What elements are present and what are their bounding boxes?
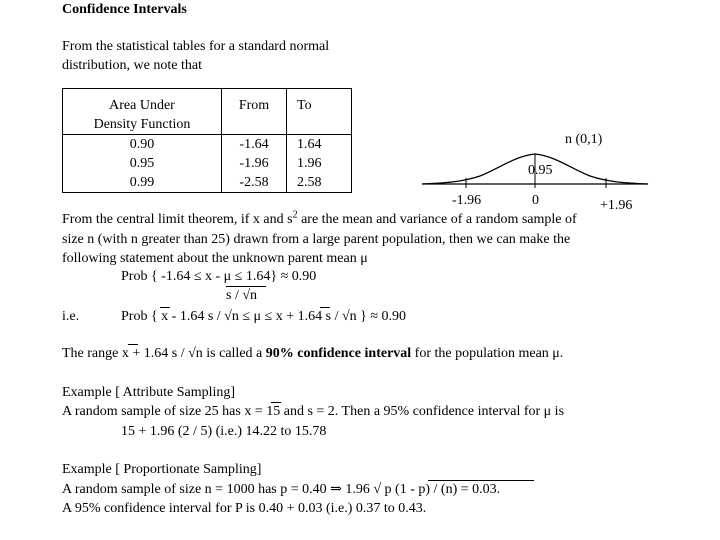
range-statement [62, 345, 563, 363]
critical-values-table [62, 88, 352, 193]
example-2-heading: Example [ Proportionate Sampling] [62, 462, 262, 477]
example-2-line-2: A 95% confidence interval for P is 0.40 + 0.03 (i.e.) 0.37 to 0.43. [62, 501, 427, 516]
header-from [222, 89, 287, 135]
clt-line-1 [62, 211, 577, 229]
sqrt-overline [428, 480, 534, 481]
area-value-3: 0.99 [129, 175, 155, 190]
header-area-line-2: Density Function [93, 117, 191, 132]
to-values [287, 135, 352, 193]
to-value-2: 1.96 [297, 156, 322, 171]
example-2-line-1: A random sample of size n = 1000 has p = 0.40 ⇒ 1.96 √ p (1 - p) / (n) = 0.03. [62, 482, 501, 497]
curve-label: n (0,1) [565, 132, 603, 147]
intro-line-2: distribution, we note that [62, 58, 202, 73]
curve-area-label: 0.95 [528, 163, 553, 178]
area-values [63, 135, 222, 193]
range-text-a: The range x + 1.64 s / √n is called a [62, 346, 266, 361]
area-value-1: 0.90 [129, 137, 155, 152]
header-from-label: From [238, 98, 270, 113]
right-tick-label: +1.96 [600, 198, 633, 213]
range-text-b: for the population mean μ. [411, 346, 564, 361]
header-area-line-1: Area Under [109, 98, 175, 113]
example-1-line-1: A random sample of size 25 has x = 15 and s = 2. Then a 95% confidence interval for μ is [62, 404, 565, 419]
clt-superscript: 2 [292, 209, 298, 221]
prob-statement-2: Prob { x - 1.64 s / √n ≤ μ ≤ x + 1.64 s / √n } ≈ 0.90 [121, 309, 407, 324]
example-1-line-2: 15 + 1.96 (2 / 5) (i.e.) 14.22 to 15.78 [121, 424, 327, 439]
xbar-overline-2 [320, 307, 330, 308]
header-to-label: To [297, 98, 312, 113]
table-header-row [63, 89, 352, 135]
to-value-1: 1.64 [297, 137, 322, 152]
header-to [287, 89, 352, 135]
from-value-3: -2.58 [239, 175, 269, 190]
table-body-row [63, 135, 352, 193]
header-area [63, 89, 222, 135]
prob-statement-1: Prob { -1.64 ≤ x - μ ≤ 1.64} ≈ 0.90 [121, 269, 317, 284]
to-value-3: 2.58 [297, 175, 322, 190]
clt-line-1-a: From the central limit theorem, if x and s [62, 212, 293, 227]
clt-line-2: size n (with n greater than 25) drawn from a large parent population, then we can make the [62, 232, 571, 247]
prob-denominator: s / √n [226, 288, 258, 303]
from-values [222, 135, 287, 193]
clt-line-3: following statement about the unknown parent mean μ [62, 251, 368, 266]
page-title: Confidence Intervals [62, 2, 187, 17]
left-tick-label: -1.96 [452, 193, 482, 208]
xbar-overline-1 [160, 307, 170, 308]
example-1-heading: Example [ Attribute Sampling] [62, 385, 236, 400]
center-tick-label: 0 [532, 193, 539, 208]
example-1-xbar-overline [271, 402, 281, 403]
area-value-2: 0.95 [129, 156, 155, 171]
range-xbar-overline [128, 344, 138, 345]
ie-label: i.e. [62, 309, 80, 324]
intro-line-1: From the statistical tables for a standard normal [62, 39, 330, 54]
from-value-2: -1.96 [239, 156, 269, 171]
range-bold-term: 90% confidence interval [265, 346, 412, 361]
from-value-1: -1.64 [239, 137, 269, 152]
clt-line-1-b: are the mean and variance of a random sample of [297, 212, 577, 227]
